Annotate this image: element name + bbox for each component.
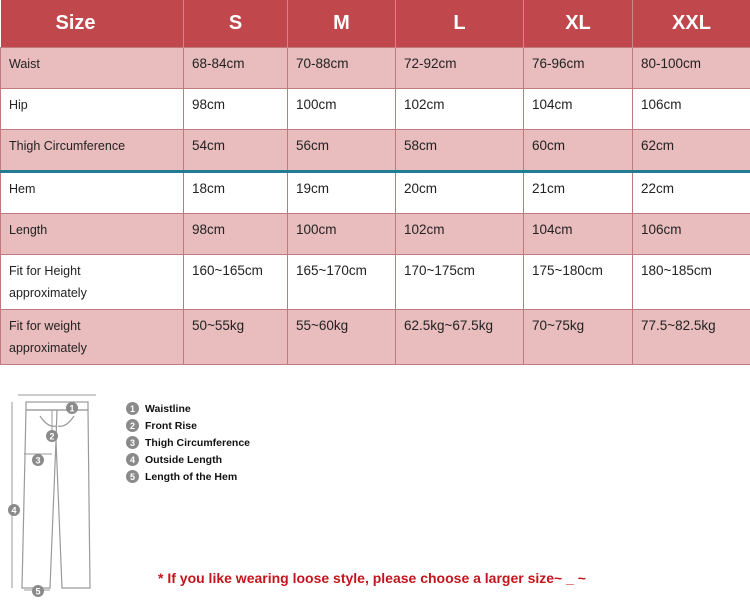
table-cell: 104cm — [524, 89, 633, 130]
legend-label: Waistline — [145, 402, 191, 415]
table-cell: 165~170cm — [288, 255, 396, 310]
table-row-thigh — [1, 130, 750, 172]
table-cell: 62cm — [633, 130, 750, 172]
sizing-advice-note: * If you like wearing loose style, please choose a larger size~ _ ~ — [158, 570, 586, 586]
table-row-hip — [1, 89, 750, 130]
row-label: Length — [1, 214, 184, 255]
diagram-marker-5 — [32, 585, 44, 597]
legend-item — [126, 434, 250, 451]
legend-number-badge: 3 — [126, 436, 139, 449]
diagram-marker-3 — [32, 454, 44, 466]
legend-number-badge: 1 — [126, 402, 139, 415]
table-cell: 21cm — [524, 172, 633, 214]
table-cell: 100cm — [288, 214, 396, 255]
table-cell: 102cm — [396, 214, 524, 255]
legend-item — [126, 400, 250, 417]
row-label: Thigh Circumference — [1, 130, 184, 172]
row-label-line: approximately — [9, 286, 87, 300]
table-cell: 54cm — [184, 130, 288, 172]
measurement-legend — [126, 400, 250, 485]
table-cell: 160~165cm — [184, 255, 288, 310]
table-cell: 106cm — [633, 214, 750, 255]
table-cell: 55~60kg — [288, 310, 396, 365]
legend-item — [126, 451, 250, 468]
table-cell: 100cm — [288, 89, 396, 130]
legend-item — [126, 417, 250, 434]
table-cell: 62.5kg~67.5kg — [396, 310, 524, 365]
table-cell: 56cm — [288, 130, 396, 172]
table-cell: 77.5~82.5kg — [633, 310, 750, 365]
table-row-waist — [1, 48, 750, 89]
table-cell: 68-84cm — [184, 48, 288, 89]
header-m: M — [288, 0, 396, 48]
table-row-length — [1, 214, 750, 255]
diagram-marker-2 — [46, 430, 58, 442]
table-cell: 106cm — [633, 89, 750, 130]
row-label: Waist — [1, 48, 184, 89]
header-xxl: XXL — [633, 0, 750, 48]
table-cell: 70~75kg — [524, 310, 633, 365]
table-header-row — [1, 0, 750, 48]
table-cell: 20cm — [396, 172, 524, 214]
table-cell: 102cm — [396, 89, 524, 130]
table-cell: 70-88cm — [288, 48, 396, 89]
legend-label: Front Rise — [145, 419, 197, 432]
row-label-line: Fit for weight — [9, 319, 81, 333]
table-cell: 18cm — [184, 172, 288, 214]
diagram-marker-1 — [66, 402, 78, 414]
header-l: L — [396, 0, 524, 48]
row-label-line: Fit for Height — [9, 264, 81, 278]
marker-number: 1 — [69, 403, 75, 414]
legend-number-badge: 4 — [126, 453, 139, 466]
row-label — [1, 310, 184, 365]
table-cell: 80-100cm — [633, 48, 750, 89]
legend-number-badge: 5 — [126, 470, 139, 483]
row-label: Hem — [1, 172, 184, 214]
legend-number-badge: 2 — [126, 419, 139, 432]
table-cell: 76-96cm — [524, 48, 633, 89]
table-cell: 180~185cm — [633, 255, 750, 310]
table-cell: 104cm — [524, 214, 633, 255]
table-cell: 58cm — [396, 130, 524, 172]
legend-label: Thigh Circumference — [145, 436, 251, 449]
header-size: Size — [1, 0, 184, 48]
marker-number: 4 — [11, 505, 17, 516]
pants-outline-icon — [22, 402, 90, 588]
marker-number: 5 — [35, 586, 41, 597]
table-cell: 50~55kg — [184, 310, 288, 365]
marker-number: 3 — [35, 455, 41, 466]
legend-label: Outside Length — [145, 453, 222, 466]
header-xl: XL — [524, 0, 633, 48]
header-s: S — [184, 0, 288, 48]
table-cell: 98cm — [184, 89, 288, 130]
legend-label: Length of the Hem — [145, 470, 238, 483]
row-label — [1, 255, 184, 310]
table-cell: 72-92cm — [396, 48, 524, 89]
marker-number: 2 — [49, 431, 55, 442]
table-cell: 60cm — [524, 130, 633, 172]
table-cell: 19cm — [288, 172, 396, 214]
row-label: Hip — [1, 89, 184, 130]
table-cell: 170~175cm — [396, 255, 524, 310]
table-row-weight — [1, 310, 750, 365]
table-row-hem — [1, 172, 750, 214]
table-cell: 175~180cm — [524, 255, 633, 310]
table-cell: 98cm — [184, 214, 288, 255]
row-label-line: approximately — [9, 341, 87, 355]
table-cell: 22cm — [633, 172, 750, 214]
table-row-height — [1, 255, 750, 310]
diagram-marker-4 — [8, 504, 20, 516]
legend-item — [126, 468, 250, 485]
pants-measurement-diagram — [0, 392, 110, 600]
